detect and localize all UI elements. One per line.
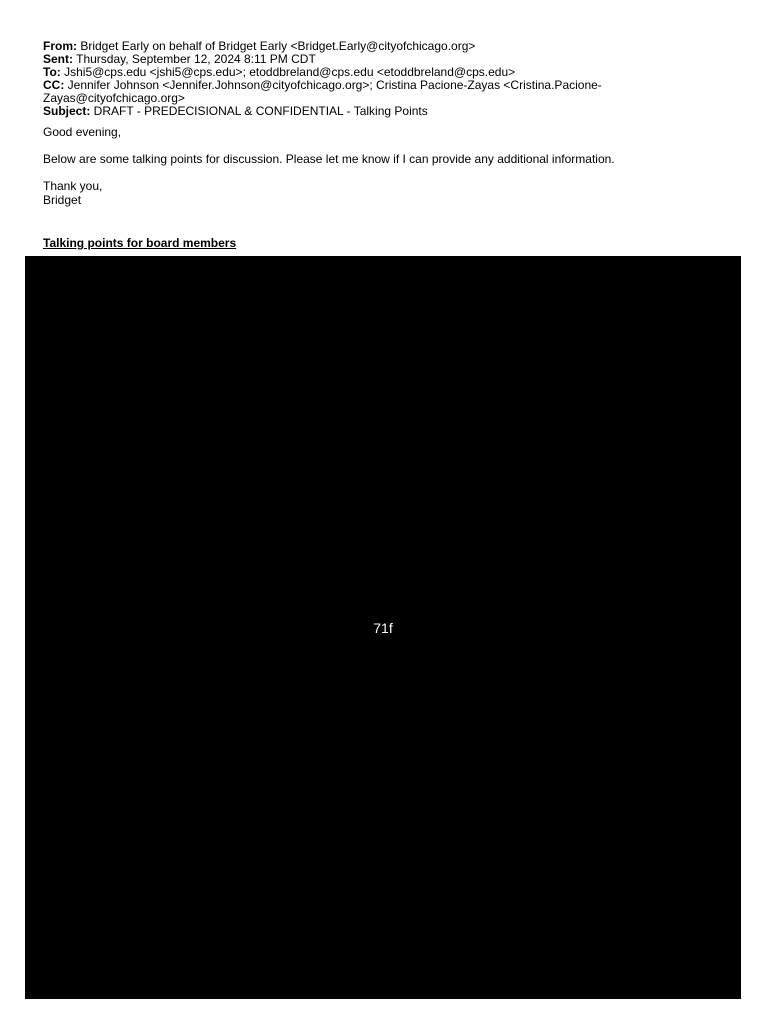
from-label: From: [43,39,77,53]
closing: Thank you, [43,179,103,193]
subject-line [43,105,733,118]
cc-label: CC: [43,78,65,92]
subject-value: DRAFT - PREDECISIONAL & CONFIDENTIAL - Talking Points [90,104,428,118]
signature: Bridget [43,193,82,207]
sent-value: Thursday, September 12, 2024 8:11 PM CDT [73,52,316,66]
subject-label: Subject: [43,104,91,118]
cc-value: Jennifer Johnson <Jennifer.Johnson@cityofchicago.org>; Cristina Pacione-Zayas <Cristina.Pacione-Zayas@cityofchicago.org> [43,78,602,105]
to-value: Jshi5@cps.edu <jshi5@cps.edu>; etoddbreland@cps.edu <etoddbreland@cps.edu> [60,65,516,79]
sent-label: Sent: [43,52,73,66]
redaction-code: 71f [373,620,393,636]
redaction-block [25,256,741,999]
to-label: To: [43,65,61,79]
body-paragraph: Below are some talking points for discussion. Please let me know if I can provide any additional information. [43,152,615,166]
email-headers [43,40,733,118]
cc-line [43,79,733,105]
section-heading: Talking points for board members [43,236,237,250]
greeting: Good evening, [43,125,122,139]
email-body [43,125,733,207]
from-value: Bridget Early on behalf of Bridget Early <Bridget.Early@cityofchicago.org> [77,39,476,53]
